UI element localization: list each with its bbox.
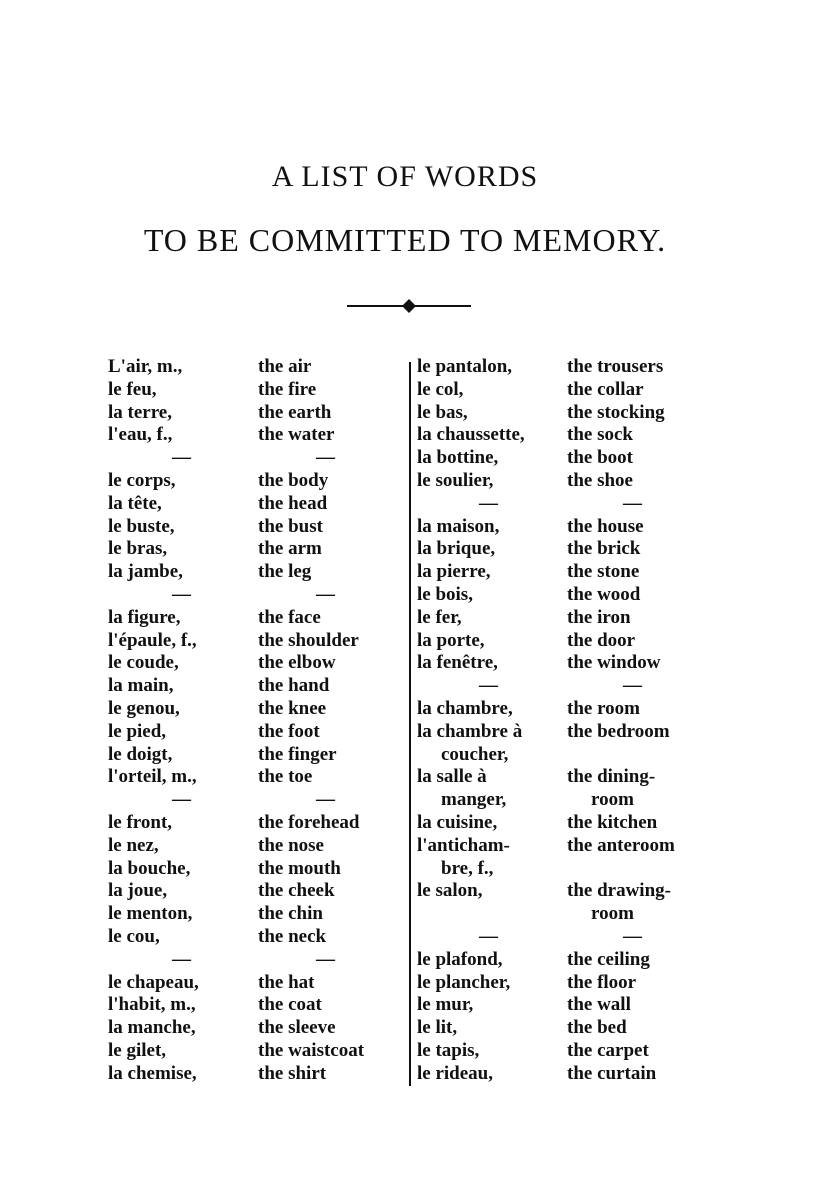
word-entry: la chambre à [417,720,523,742]
word-entry: the knee [258,697,327,719]
word-entry: room [591,789,634,811]
word-entry: le plafond, [417,948,503,970]
word-entry: la pierre, [417,561,491,583]
word-entry: manger, [441,789,507,811]
word-entry: la chemise, [108,1062,197,1084]
word-entry: le tapis, [417,1039,480,1061]
word-entry: the cheek [258,880,335,902]
word-entry: the stone [567,561,640,583]
word-entry: the boot [567,447,633,469]
section-separator: — [316,583,335,605]
word-entry: le feu, [108,378,157,400]
word-entry: la maison, [417,515,500,537]
word-entry: the earth [258,401,332,423]
word-entry: le rideau, [417,1062,493,1084]
word-entry: la cuisine, [417,811,498,833]
word-entry: le bois, [417,583,473,605]
word-entry: le nez, [108,834,159,856]
section-separator: — [172,447,191,469]
word-entry: the foot [258,720,320,742]
word-entry: le pied, [108,720,167,742]
word-entry: the anteroom [567,834,675,856]
word-entry: the iron [567,606,631,628]
word-entry [417,903,567,926]
word-entry: the leg [258,561,312,583]
word-entry: le bras, [108,538,168,560]
word-entry: le gilet, [108,1039,167,1061]
section-separator: — [623,925,642,947]
word-entry: le pantalon, [417,356,513,377]
word-entry [567,858,717,881]
word-entry: coucher, [441,743,509,765]
word-entry: le chapeau, [108,971,199,993]
word-entry: le col, [417,378,464,400]
word-entry: le doigt, [108,743,173,765]
section-separator: — [172,583,191,605]
word-entry: la fenêtre, [417,652,498,674]
word-entry: le bas, [417,401,468,423]
word-entry: l'eau, f., [108,424,173,446]
word-entry: la figure, [108,606,181,628]
word-entry: le fer, [417,606,462,628]
word-entry: the body [258,469,329,491]
word-entry: la brique, [417,538,496,560]
word-entry: le plancher, [417,971,511,993]
word-entry: the bed [567,1017,627,1039]
word-entry: the door [567,629,636,651]
word-entry: the ceiling [567,948,650,970]
word-entry: room [591,903,634,925]
word-entry: the finger [258,743,337,765]
section-separator: — [623,492,642,514]
word-entry: the shoe [567,469,633,491]
word-entry: the room [567,697,640,719]
word-entry: the window [567,652,661,674]
word-entry: the hat [258,971,315,993]
word-entry: the face [258,606,321,628]
word-entry: the neck [258,925,327,947]
word-entry: the floor [567,971,637,993]
word-entry: la jambe, [108,561,183,583]
word-entry: l'orteil, m., [108,766,197,788]
word-entry: le mur, [417,994,474,1016]
word-entry: the head [258,492,328,514]
section-separator: — [316,447,335,469]
word-entry: the wall [567,994,631,1016]
word-entry: the brick [567,538,641,560]
word-entry: la joue, [108,880,168,902]
word-entry: le cou, [108,925,160,947]
french-words-right-column [417,356,567,1086]
word-entry: le lit, [417,1017,458,1039]
word-entry: le buste, [108,515,175,537]
word-entry: l'habit, m., [108,994,196,1016]
section-separator: — [172,789,191,811]
word-entry: the stocking [567,401,665,423]
section-separator: — [479,925,498,947]
ornament-divider-icon [347,296,471,316]
word-entry: the air [258,356,312,377]
word-entry: the collar [567,378,644,400]
section-separator: — [316,789,335,811]
word-entry: the toe [258,766,313,788]
section-separator: — [316,948,335,970]
word-entry: the waistcoat [258,1039,365,1061]
word-entry: la bottine, [417,447,499,469]
word-entry: the coat [258,994,322,1016]
word-entry: la chambre, [417,697,513,719]
word-entry: the wood [567,583,641,605]
section-separator: — [623,675,642,697]
word-entry: the carpet [567,1039,649,1061]
word-entry: the kitchen [567,811,658,833]
word-entry: the dining- [567,766,656,788]
word-entry: the mouth [258,857,341,879]
word-entry: le coude, [108,652,179,674]
word-entry: la bouche, [108,857,191,879]
word-entry: the sleeve [258,1017,336,1039]
page-title: A LIST OF WORDS [271,160,539,193]
word-entry: the shoulder [258,629,359,651]
english-words-left-column [258,356,403,1086]
english-words-right-column [567,356,717,1086]
word-entry: the forehead [258,811,360,833]
word-entry: the curtain [567,1062,657,1084]
word-entry: la tête, [108,492,162,514]
word-entry: the drawing- [567,880,671,902]
page-subtitle: TO BE COMMITTED TO MEMORY. [143,222,667,258]
column-divider [409,362,411,1086]
word-entry: the fire [258,378,317,400]
word-entry: le genou, [108,697,180,719]
word-entry: the sock [567,424,633,446]
word-entry: l'anticham- [417,834,510,856]
word-entry: the nose [258,834,324,856]
word-entry: the trousers [567,356,664,377]
word-entry: la manche, [108,1017,196,1039]
word-entry: le salon, [417,880,483,902]
word-entry: the bedroom [567,720,670,742]
word-entry: the elbow [258,652,336,674]
word-entry: le menton, [108,903,193,925]
word-entry: le soulier, [417,469,494,491]
word-entry: the chin [258,903,323,925]
word-entry: L'air, m., [108,356,183,377]
word-entry: la salle à [417,766,487,788]
word-entry: l'épaule, f., [108,629,197,651]
word-entry: the bust [258,515,323,537]
word-entry: la chaussette, [417,424,525,446]
word-entry: the water [258,424,335,446]
section-separator: — [479,675,498,697]
french-words-left-column [108,356,258,1086]
word-entry: le front, [108,811,173,833]
word-entry: la main, [108,675,174,697]
section-separator: — [172,948,191,970]
word-entry: bre, f., [441,857,494,879]
word-entry [567,744,717,767]
word-entry: la terre, [108,401,172,423]
word-entry: le corps, [108,469,176,491]
word-entry: the shirt [258,1062,327,1084]
word-entry: la porte, [417,629,485,651]
word-entry: the hand [258,675,330,697]
word-entry: the arm [258,538,322,560]
section-separator: — [479,492,498,514]
word-entry: the house [567,515,644,537]
